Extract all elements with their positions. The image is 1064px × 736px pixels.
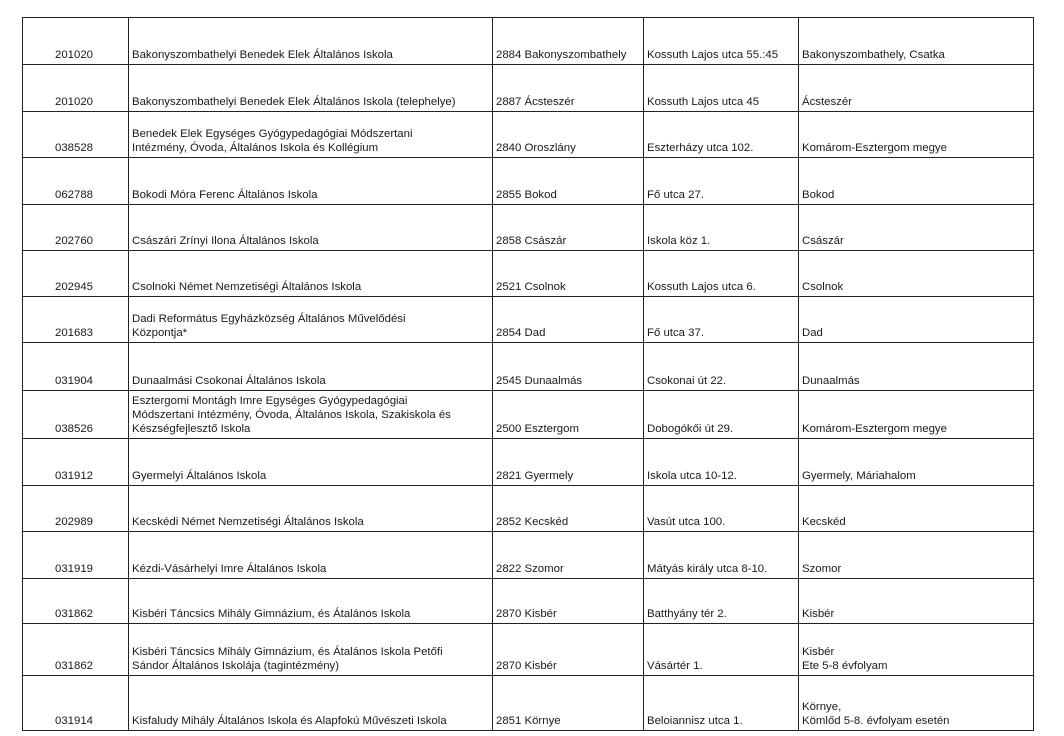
district-cell bbox=[799, 532, 1034, 579]
school-name-cell bbox=[129, 343, 493, 391]
address-cell: Beloiannisz utca 1. bbox=[644, 676, 799, 731]
address-cell: Iskola utca 10-12. bbox=[644, 439, 799, 486]
district-cell bbox=[799, 251, 1034, 297]
school-name-line: Központja* bbox=[132, 327, 188, 339]
school-name-line: Dunaalmási Csokonai Általános Iskola bbox=[132, 375, 326, 387]
school-name-cell bbox=[129, 112, 493, 158]
school-table bbox=[22, 17, 1034, 731]
city-cell: 2851 Környe bbox=[493, 676, 644, 731]
school-name-cell bbox=[129, 18, 493, 65]
om-code-cell: 201020 bbox=[23, 65, 129, 112]
school-name-line: Gyermelyi Általános Iskola bbox=[132, 470, 267, 482]
school-table-body bbox=[23, 18, 1034, 731]
city-cell: 2854 Dad bbox=[493, 297, 644, 343]
district-line: Komárom-Esztergom megye bbox=[802, 142, 947, 154]
om-code-cell: 031912 bbox=[23, 439, 129, 486]
district-cell bbox=[799, 65, 1034, 112]
district-line: Csolnok bbox=[802, 281, 844, 293]
table-row bbox=[23, 532, 1034, 579]
city-cell: 2822 Szomor bbox=[493, 532, 644, 579]
district-cell bbox=[799, 18, 1034, 65]
district-line: Ete 5-8 évfolyam bbox=[802, 660, 888, 672]
school-name-line: Kisfaludy Mihály Általános Iskola és Alapfokú Művészeti Iskola bbox=[132, 715, 447, 727]
district-line: Ácsteszér bbox=[802, 96, 853, 108]
school-name-cell bbox=[129, 439, 493, 486]
school-name-cell bbox=[129, 486, 493, 532]
om-code-cell: 038528 bbox=[23, 112, 129, 158]
school-name-line: Csolnoki Német Nemzetiségi Általános Iskola bbox=[132, 281, 362, 293]
address-cell: Fő utca 27. bbox=[644, 158, 799, 205]
school-name-line: Módszertani Intézmény, Óvoda, Általános Iskola, Szakiskola és bbox=[132, 409, 451, 421]
city-cell: 2884 Bakonyszombathely bbox=[493, 18, 644, 65]
om-code-cell: 202760 bbox=[23, 205, 129, 251]
table-row bbox=[23, 486, 1034, 532]
district-cell bbox=[799, 486, 1034, 532]
school-name-line: Kisbéri Táncsics Mihály Gimnázium, és Átalános Iskola Petőfi bbox=[132, 646, 443, 658]
table-row bbox=[23, 205, 1034, 251]
city-cell: 2870 Kisbér bbox=[493, 624, 644, 676]
school-name-line: Készségfejlesztő Iskola bbox=[132, 423, 251, 435]
school-name-cell bbox=[129, 205, 493, 251]
school-name-line: Benedek Elek Egységes Gyógypedagógiai Módszertani bbox=[132, 128, 413, 140]
school-name-line: Kézdi-Vásárhelyi Imre Általános Iskola bbox=[132, 563, 327, 575]
school-name-cell bbox=[129, 251, 493, 297]
table-row bbox=[23, 579, 1034, 624]
district-line: Bokod bbox=[802, 189, 835, 201]
om-code-cell: 201683 bbox=[23, 297, 129, 343]
school-name-cell bbox=[129, 532, 493, 579]
address-cell: Kossuth Lajos utca 45 bbox=[644, 65, 799, 112]
city-cell: 2870 Kisbér bbox=[493, 579, 644, 624]
district-line: Császár bbox=[802, 235, 844, 247]
school-name-line: Esztergomi Montágh Imre Egységes Gyógypedagógiai bbox=[132, 395, 408, 407]
district-cell bbox=[799, 158, 1034, 205]
school-name-cell bbox=[129, 65, 493, 112]
om-code-cell: 201020 bbox=[23, 18, 129, 65]
city-cell: 2852 Kecskéd bbox=[493, 486, 644, 532]
district-line: Kisbér bbox=[802, 608, 835, 620]
city-cell: 2858 Császár bbox=[493, 205, 644, 251]
school-name-line: Sándor Általános Iskolája (tagintézmény) bbox=[132, 660, 340, 672]
district-line: Komárom-Esztergom megye bbox=[802, 423, 947, 435]
district-cell bbox=[799, 343, 1034, 391]
table-row bbox=[23, 624, 1034, 676]
school-name-line: Kisbéri Táncsics Mihály Gimnázium, és Átalános Iskola bbox=[132, 608, 411, 620]
city-cell: 2855 Bokod bbox=[493, 158, 644, 205]
district-line: Dunaalmás bbox=[802, 375, 860, 387]
district-cell bbox=[799, 579, 1034, 624]
om-code-cell: 038526 bbox=[23, 391, 129, 439]
table-row bbox=[23, 251, 1034, 297]
address-cell: Kossuth Lajos utca 6. bbox=[644, 251, 799, 297]
table-row bbox=[23, 343, 1034, 391]
school-name-line: Intézmény, Óvoda, Általános Iskola és Kollégium bbox=[132, 142, 379, 154]
school-name-line: Kecskédi Német Nemzetiségi Általános Iskola bbox=[132, 516, 364, 528]
school-name-cell bbox=[129, 579, 493, 624]
school-name-line: Bakonyszombathelyi Benedek Elek Általános Iskola (telephelye) bbox=[132, 96, 456, 108]
table-row bbox=[23, 112, 1034, 158]
city-cell: 2840 Oroszlány bbox=[493, 112, 644, 158]
district-line: Kisbér bbox=[802, 646, 835, 658]
school-name-cell bbox=[129, 676, 493, 731]
address-cell: Vasút utca 100. bbox=[644, 486, 799, 532]
om-code-cell: 031862 bbox=[23, 624, 129, 676]
district-cell bbox=[799, 439, 1034, 486]
city-cell: 2521 Csolnok bbox=[493, 251, 644, 297]
city-cell: 2545 Dunaalmás bbox=[493, 343, 644, 391]
city-cell: 2821 Gyermely bbox=[493, 439, 644, 486]
address-cell: Batthyány tér 2. bbox=[644, 579, 799, 624]
district-line: Kecskéd bbox=[802, 516, 846, 528]
city-cell: 2887 Ácsteszér bbox=[493, 65, 644, 112]
table-row bbox=[23, 158, 1034, 205]
om-code-cell: 062788 bbox=[23, 158, 129, 205]
school-name-line: Bokodi Móra Ferenc Általános Iskola bbox=[132, 189, 318, 201]
district-cell bbox=[799, 624, 1034, 676]
table-row bbox=[23, 297, 1034, 343]
district-cell bbox=[799, 391, 1034, 439]
school-name-line: Császári Zrínyi Ilona Általános Iskola bbox=[132, 235, 319, 247]
table-row bbox=[23, 65, 1034, 112]
om-code-cell: 202945 bbox=[23, 251, 129, 297]
district-cell bbox=[799, 297, 1034, 343]
table-row bbox=[23, 439, 1034, 486]
table-row bbox=[23, 391, 1034, 439]
school-name-cell bbox=[129, 297, 493, 343]
school-name-line: Bakonyszombathelyi Benedek Elek Általános Iskola bbox=[132, 49, 393, 61]
table-row bbox=[23, 676, 1034, 731]
address-cell: Vásártér 1. bbox=[644, 624, 799, 676]
city-cell: 2500 Esztergom bbox=[493, 391, 644, 439]
school-name-line: Dadi Református Egyházközség Általános Művelődési bbox=[132, 313, 406, 325]
address-cell: Mátyás király utca 8-10. bbox=[644, 532, 799, 579]
om-code-cell: 031919 bbox=[23, 532, 129, 579]
school-name-cell bbox=[129, 624, 493, 676]
address-cell: Csokonai út 22. bbox=[644, 343, 799, 391]
district-cell bbox=[799, 112, 1034, 158]
district-line: Gyermely, Máriahalom bbox=[802, 470, 916, 482]
address-cell: Dobogókői út 29. bbox=[644, 391, 799, 439]
om-code-cell: 202989 bbox=[23, 486, 129, 532]
district-line: Bakonyszombathely, Csatka bbox=[802, 49, 945, 61]
district-cell bbox=[799, 676, 1034, 731]
om-code-cell: 031862 bbox=[23, 579, 129, 624]
address-cell: Fő utca 37. bbox=[644, 297, 799, 343]
district-cell bbox=[799, 205, 1034, 251]
address-cell: Iskola köz 1. bbox=[644, 205, 799, 251]
om-code-cell: 031914 bbox=[23, 676, 129, 731]
district-line: Szomor bbox=[802, 563, 842, 575]
address-cell: Kossuth Lajos utca 55.:45 bbox=[644, 18, 799, 65]
table-row bbox=[23, 18, 1034, 65]
district-line: Dad bbox=[802, 327, 823, 339]
om-code-cell: 031904 bbox=[23, 343, 129, 391]
school-name-cell bbox=[129, 158, 493, 205]
school-name-cell bbox=[129, 391, 493, 439]
district-line: Kömlőd 5-8. évfolyam esetén bbox=[802, 715, 950, 727]
address-cell: Eszterházy utca 102. bbox=[644, 112, 799, 158]
district-line: Környe, bbox=[802, 701, 842, 713]
